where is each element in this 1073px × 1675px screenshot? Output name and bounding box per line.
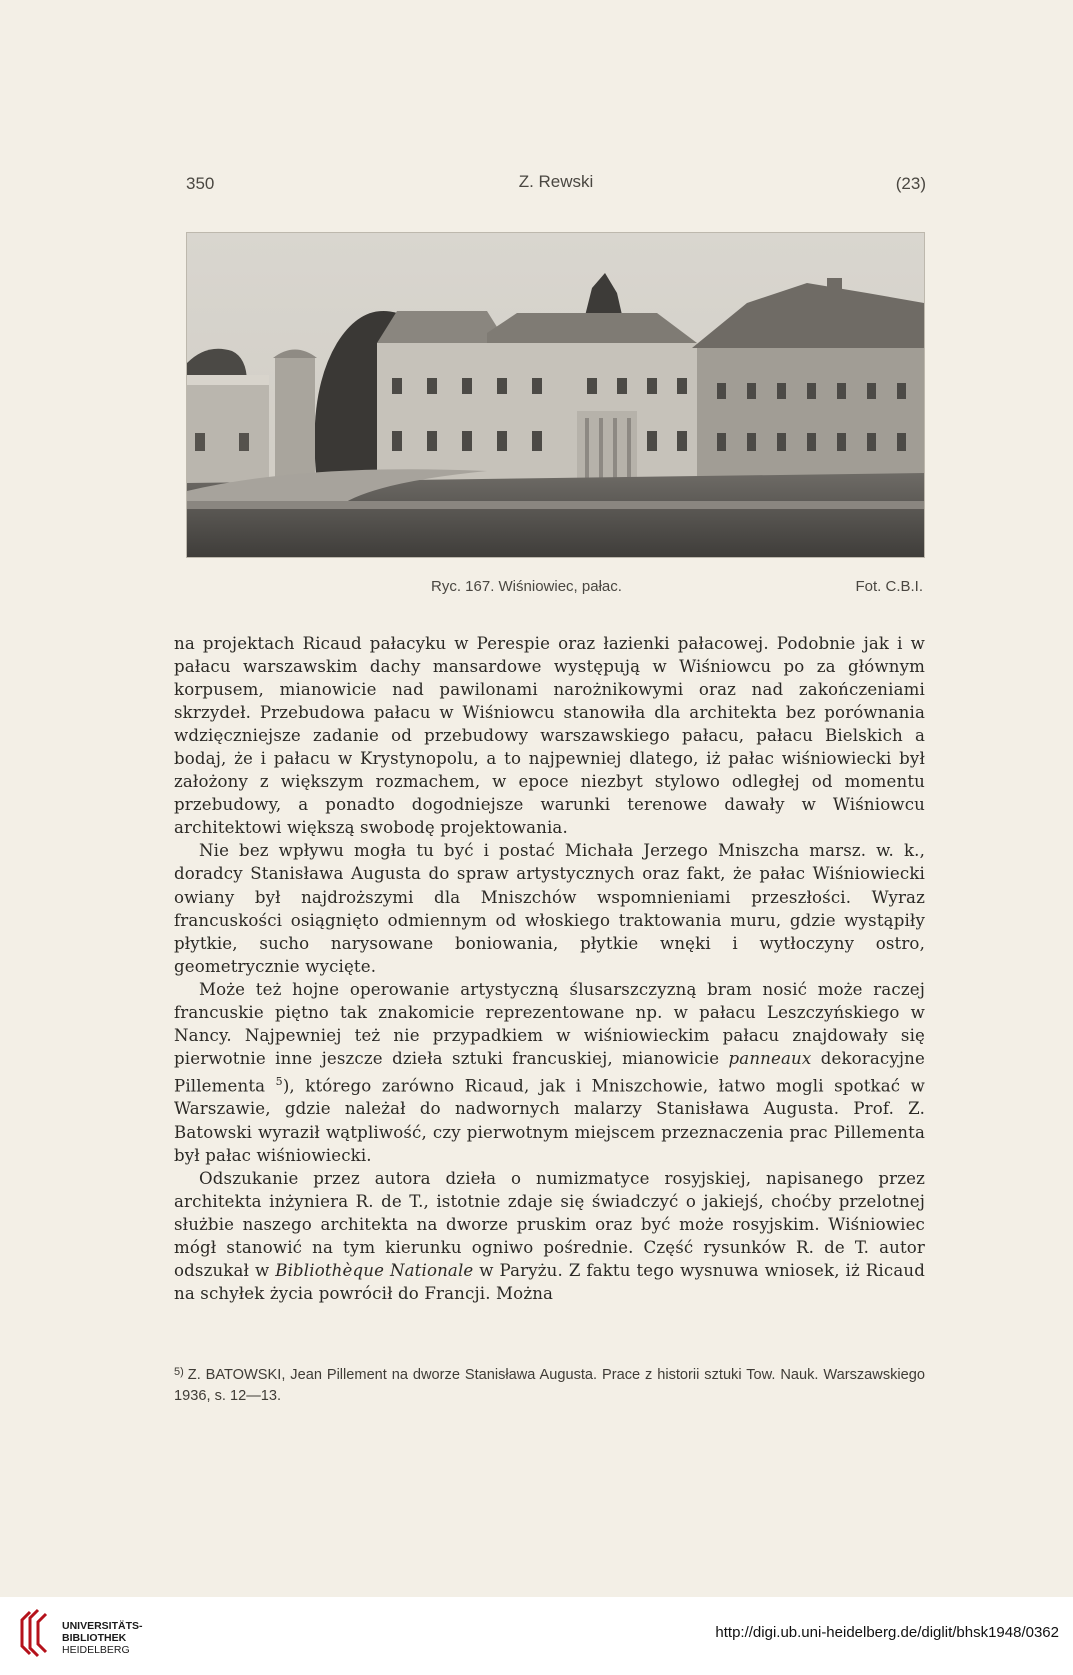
text-run: Odszukanie przez autora dzieła o numizmatyce rosyjskiej, napisanego przez architekta inżyniera R. de T., istotnie zdaje się świadczyć o jakiejś, choćby przelotnej służbie naszego architekta na dworze pruskim oraz być może rosyjskim. Wiśniowiec mógł stanowić na tym kierunku ogniwo pośrednie. Część rysunków R. de T. autor odszukał w bbox=[174, 1168, 925, 1280]
running-header bbox=[186, 170, 926, 200]
library-name-line: UNIVERSITÄTS- bbox=[62, 1620, 143, 1632]
page-number: 350 bbox=[186, 174, 215, 193]
library-name bbox=[62, 1620, 172, 1656]
caption-text: Ryc. 167. Wiśniowiec, pałac. bbox=[431, 578, 622, 595]
paragraph bbox=[174, 978, 925, 1167]
footnote bbox=[174, 1362, 925, 1407]
photo-credit: Fot. C.B.I. bbox=[855, 578, 923, 595]
text-run: dekoracyjne Pillementa bbox=[174, 1048, 925, 1096]
footnote-mark: 5) bbox=[174, 1366, 184, 1378]
paragraph: Nie bez wpływu mogła tu być i postać Michała Jerzego Mniszcha marsz. w. k., doradcy Stanisława Augusta do spraw artystycznych oraz fakt, że pałac Wiśniowiecki owiany był najdroższymi dla Mniszchów wspomnieniami przeszłości. Wyraz francuskości osiągnięto odmiennym od włoskiego traktowania muru, gdzie wystąpiły płytkie, sucho narysowane boniowania, płytkie wnęki i wytłoczyny ostro, geometrycznie wycięte. bbox=[174, 841, 925, 976]
footnote-ref: 5 bbox=[275, 1074, 283, 1088]
source-url-link[interactable]: http://digi.ub.uni-heidelberg.de/diglit/bhsk1948/0362 bbox=[715, 1624, 1059, 1641]
library-name-line: BIBLIOTHEK bbox=[62, 1632, 127, 1644]
text-run: Może też hojne operowanie artystyczną ślusarszczyzną bram nosić może raczej francuskie piętno tak znakomicie reprezentowane np. w pałacu Leszczyńskiego w Nancy. Najpewniej też nie przypadkiem w wiśniowieckim pałacu znajdowały się pierwotnie inne jeszcze dzieła sztuki francuskiej, mianowicie bbox=[174, 979, 925, 1068]
library-name-line: HEIDELBERG bbox=[62, 1644, 130, 1656]
library-footer bbox=[0, 1597, 1073, 1675]
palace-photograph bbox=[186, 232, 925, 558]
paragraph bbox=[174, 1167, 925, 1305]
footnote-text: Z. BATOWSKI, Jean Pillement na dworze Stanisława Augusta. Prace z historii sztuki Tow. Nauk. Warszawskiego 1936, s. 12—13. bbox=[174, 1367, 925, 1404]
running-head-author: Z. Rewski bbox=[518, 172, 594, 191]
italic-term: Bibliothèque Nationale bbox=[275, 1260, 474, 1280]
italic-term: panneaux bbox=[728, 1048, 812, 1068]
text-run: ), którego zarówno Ricaud, jak i Mniszchowie, łatwo mogli spotkać w Warszawie, gdzie należał do nadwornych malarzy Stanisława Augusta. Prof. Z. Batowski wyraził wątpliwość, czy pierwotnym miejscem przeznaczenia prac Pillementa był pałac wiśniowiecki. bbox=[174, 1076, 925, 1165]
text-run: w Paryżu. Z faktu tego wysnuwa wniosek, iż Ricaud na schyłek życia powrócił do Francji. Można bbox=[174, 1260, 925, 1303]
paragraph: na projektach Ricaud pałacyku w Perespie oraz łazienki pałacowej. Podobnie jak i w pałacu warszawskim dachy mansardowe występują w Wiśniowcu po za głównym korpusem, mianowicie nad pawilonami narożnikowymi oraz nad zakończeniami skrzydeł. Przebudowa pałacu w Wiśniowcu stanowiła dla architekta bez porównania wdzięczniejsze zadanie od przebudowy warszawskiego pałacu, pałacu Bielskich a bodaj, że i pałacu w Krystynopolu, a to najpewniej dlatego, iż pałac wiśniowiecki był założony z większym rozmachem, w epoce niezbyt stylowo odległej od momentu przebudowy, a ponadto dogodniejsze warunki terenowe dawały w Wiśniowcu architektowi większą swobodę projektowania. bbox=[174, 634, 925, 838]
section-number: (23) bbox=[895, 174, 926, 193]
body-text bbox=[174, 632, 925, 1332]
library-logo-icon[interactable] bbox=[12, 1606, 60, 1660]
figure-caption bbox=[186, 578, 923, 600]
